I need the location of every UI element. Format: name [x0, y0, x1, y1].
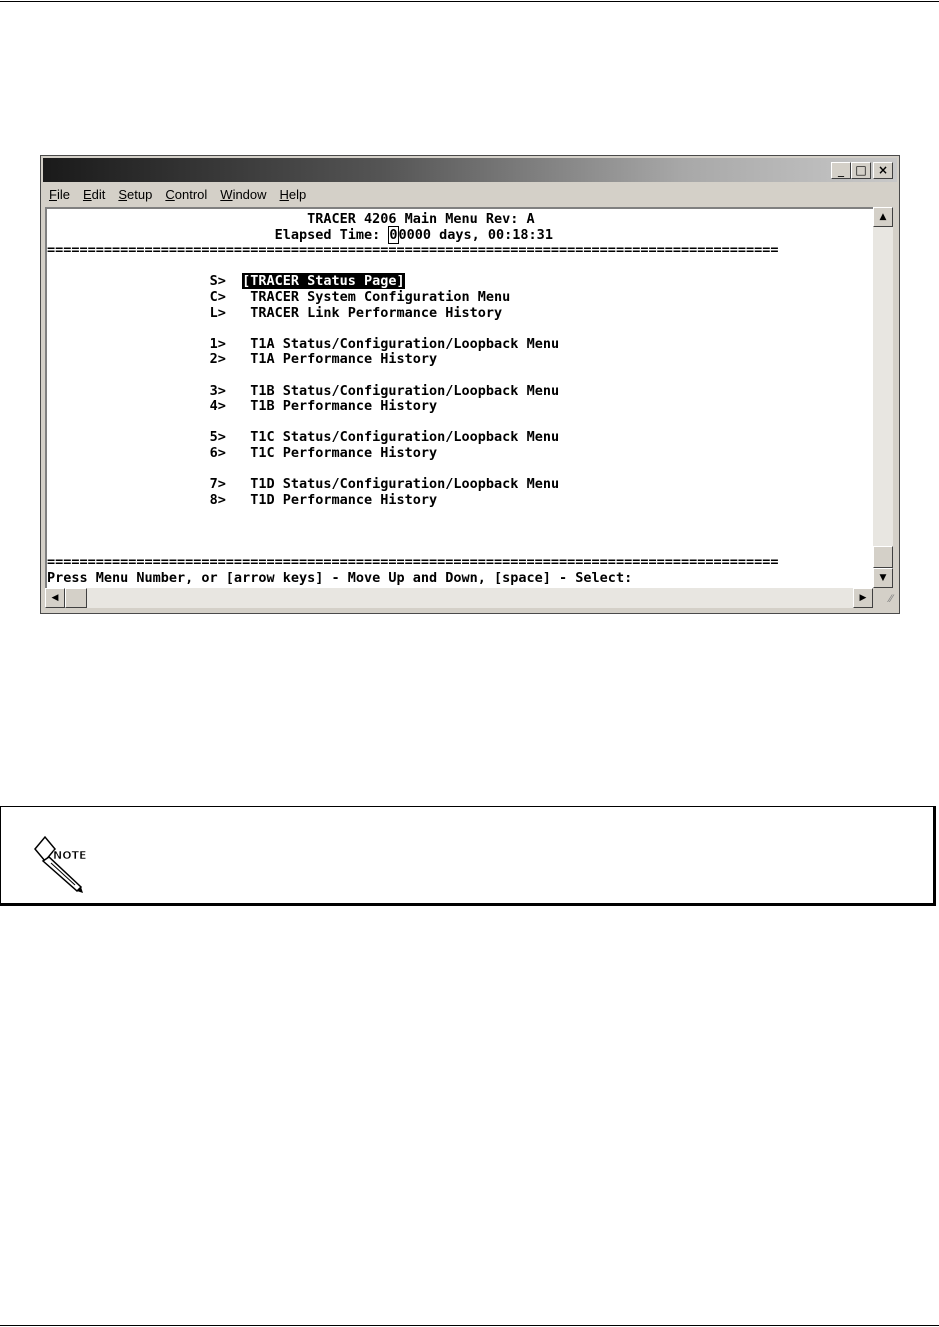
menu-item-label: T1A Status/Configuration/Loopback Menu	[242, 335, 560, 352]
menu-item-key: 2>	[209, 351, 226, 368]
menu-item-label: T1B Status/Configuration/Loopback Menu	[242, 382, 560, 399]
menu-item-1[interactable]	[47, 336, 559, 352]
menu-item-label: TRACER System Configuration Menu	[242, 288, 511, 305]
vertical-scrollbar[interactable]	[873, 207, 893, 588]
note-box	[0, 806, 936, 906]
menu-item-label: T1D Status/Configuration/Loopback Menu	[242, 476, 560, 493]
terminal-text	[47, 212, 779, 586]
vertical-scroll-thumb[interactable]	[873, 546, 893, 568]
menu-title: TRACER 4206 Main Menu Rev: A	[307, 211, 535, 227]
menu-item-key: 1>	[209, 335, 226, 352]
menu-item-label: TRACER Link Performance History	[242, 304, 503, 321]
menu-item-key: 3>	[209, 382, 226, 399]
menu-item-label: T1A Performance History	[242, 351, 438, 368]
menu-item-label: [TRACER Status Page]	[242, 273, 405, 290]
menu-item-key: 4>	[209, 398, 226, 415]
terminal-window	[40, 155, 900, 614]
horizontal-scrollbar[interactable]	[45, 588, 873, 608]
menu-item-key: 8>	[209, 491, 226, 508]
menu-item-label: T1C Performance History	[242, 444, 438, 461]
resize-grip-icon[interactable]: ⁄⁄	[873, 588, 893, 608]
menu-file[interactable]: File	[49, 186, 70, 202]
menu-item-key: 7>	[209, 476, 226, 493]
menu-item-label: T1B Performance History	[242, 398, 438, 415]
menu-control[interactable]: Control	[165, 186, 208, 202]
menu-item-c[interactable]	[47, 289, 510, 305]
note-pencil-icon	[31, 835, 91, 895]
terminal-screen[interactable]	[45, 207, 873, 588]
menu-item-7[interactable]	[47, 476, 559, 492]
status-prompt: Press Menu Number, or [arrow keys] - Move Up and Down, [space] - Select:	[47, 569, 633, 586]
scroll-up-arrow-icon[interactable]: ▲	[873, 207, 893, 227]
menu-window[interactable]: Window	[220, 186, 267, 202]
scroll-right-arrow-icon[interactable]: ▶	[853, 588, 873, 608]
menu-item-6[interactable]	[47, 445, 437, 461]
separator-bottom: ==========================================================================================	[47, 554, 779, 571]
title-bar[interactable]	[43, 158, 897, 182]
menu-item-5[interactable]	[47, 429, 559, 445]
menu-help[interactable]: Help	[279, 186, 307, 202]
menu-item-4[interactable]	[47, 398, 437, 414]
page-top-rule	[0, 1, 939, 2]
menu-item-l[interactable]	[47, 305, 502, 321]
scroll-left-arrow-icon[interactable]: ◀	[45, 588, 65, 608]
minimize-button[interactable]: _	[831, 162, 851, 179]
page-bottom-rule	[0, 1325, 939, 1326]
close-button[interactable]: ×	[873, 162, 893, 179]
menu-item-key: 5>	[209, 429, 226, 446]
menu-item-s[interactable]	[47, 273, 405, 289]
separator-top: ==========================================================================================	[47, 242, 779, 259]
menu-item-key: C>	[209, 288, 226, 305]
menu-item-key: 6>	[209, 444, 226, 461]
menu-item-3[interactable]	[47, 383, 559, 399]
menu-item-2[interactable]	[47, 351, 437, 367]
elapsed-label: Elapsed Time:	[274, 226, 389, 243]
menu-item-label: T1C Status/Configuration/Loopback Menu	[242, 429, 560, 446]
menu-item-key: L>	[209, 304, 226, 321]
menu-item-key: S>	[209, 273, 226, 290]
maximize-button[interactable]: □	[851, 162, 871, 179]
horizontal-scroll-thumb[interactable]	[65, 588, 87, 608]
elapsed-time: 0000 days, 00:18:31	[398, 226, 553, 243]
menu-item-label: T1D Performance History	[242, 491, 438, 508]
note-label: NOTE	[53, 849, 87, 862]
menu-edit[interactable]: Edit	[82, 186, 106, 202]
menu-bar	[43, 183, 897, 205]
text-cursor: 0	[389, 226, 398, 243]
scroll-down-arrow-icon[interactable]: ▼	[873, 568, 893, 588]
menu-item-8[interactable]	[47, 492, 437, 508]
menu-setup[interactable]: Setup	[118, 186, 153, 202]
